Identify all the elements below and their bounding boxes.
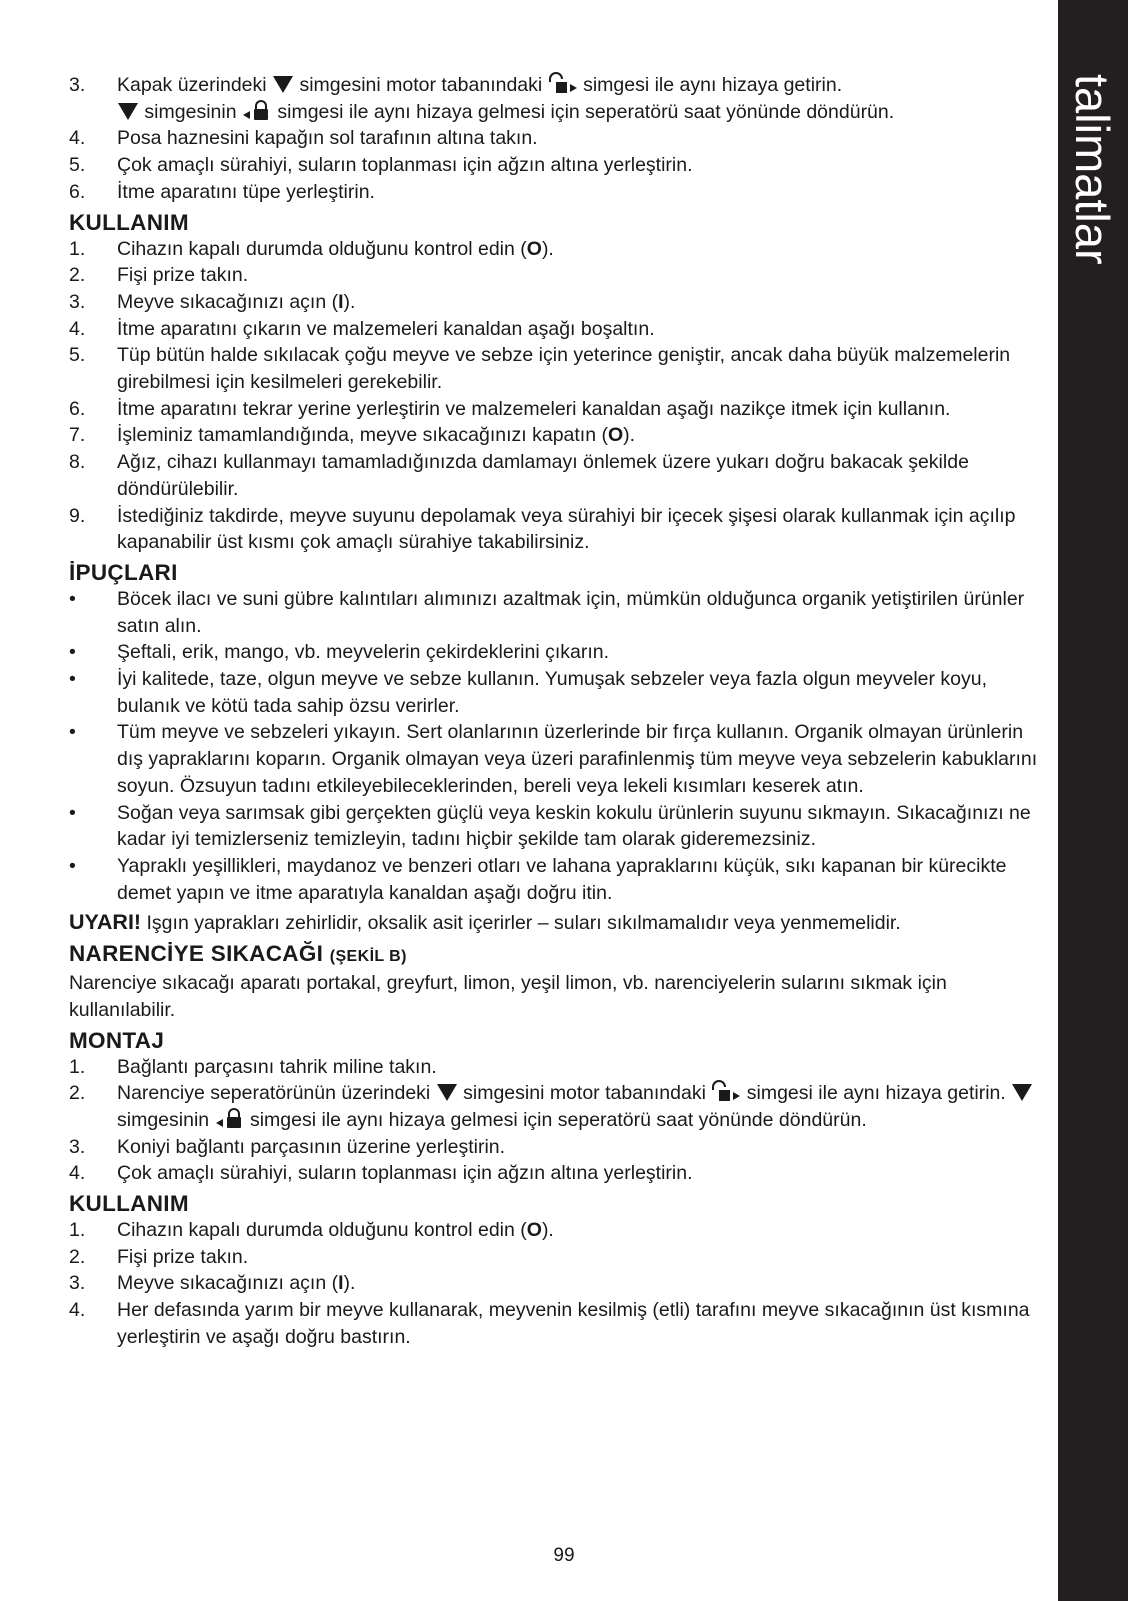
bullet-item: • Böcek ilacı ve suni gübre kalıntıları alımınızı azaltmak için, mümkün olduğunca organik yetiştirilen ürünler satın alın. [69,587,1025,637]
section-heading-citrus: NARENCİYE SIKACAĞI (ŞEKİL B) [69,941,407,967]
bullet-item: • Tüm meyve ve sebzeleri yıkayın. Sert olanlarının üzerlerinde bir fırça kullanın. Organik olmayan ürünlerin dış yapraklarını koparın. Organik olmayan veya üzeri parafinlenmiş tüm meyve veya sebzelerin kabuklarını soyun. Özsuyun tadını etkileyebileceklerinden, bereli veya lekeli kısımları keserek atın. [69,721,1038,797]
section-heading-usage: KULLANIM [69,1191,189,1217]
down-triangle-icon [1011,1082,1033,1102]
bullet-item: • Şeftali, erik, mango, vb. meyvelerin çekirdeklerini çıkarın. [69,641,610,664]
list-item: 4. Posa haznesini kapağın sol tarafının altına takın. [69,127,538,150]
locked-padlock-icon [215,1107,245,1129]
list-item: 1. Cihazın kapalı durumda olduğunu kontrol edin (O). [69,1219,554,1242]
list-item: 1. Bağlantı parçasını tahrik miline takın. [69,1055,437,1078]
unlocked-padlock-icon [711,1080,741,1102]
list-item: 3. Meyve sıkacağınızı açın (I). [69,1272,356,1295]
side-tab [1058,0,1128,1601]
list-item: 9. İstediğiniz takdirde, meyve suyunu depolamak veya sürahiyi bir içecek şişesi olarak kullanmak için açılıp kapanabilir üst kısmı çok amaçlı sürahiye takabilirsiniz. [69,504,1016,554]
warning-paragraph: UYARI! Işgın yaprakları zehirlidir, oksalik asit içerirler – suları sıkılmamalıdır veya yenmemelidir. [69,910,901,935]
list-item: 4. Her defasında yarım bir meyve kullanarak, meyvenin kesilmiş (etli) tarafını meyve sıkacağının üst kısmına yerleştirin ve aşağı doğru bastırın. [69,1299,1030,1348]
list-item: 5. Çok amaçlı sürahiyi, suların toplanması için ağzın altına yerleştirin. [69,154,693,177]
list-item: 2. Fişi prize takın. [69,1245,249,1268]
down-triangle-icon [117,101,139,121]
unlocked-padlock-icon [548,72,578,94]
citrus-description: Narenciye sıkacağı aparatı portakal, greyfurt, limon, yeşil limon, vb. narenciyelerin sularını sıkmak için kullanılabilir. [69,972,947,1021]
down-triangle-icon [436,1082,458,1102]
list-item: 2. Narenciye seperatörünün üzerindeki simgesini motor tabanındaki simgesi ile aynı hizaya getirin. simgesinin simgesi ile aynı hizaya gelmesi için seperatörü saat yönünde döndürün. [69,1080,1039,1133]
section-heading-assembly: MONTAJ [69,1027,165,1053]
list-item: 6. İtme aparatını tüpe yerleştirin. [69,180,375,203]
list-item: 8. Ağız, cihazı kullanmayı tamamladığınızda damlamayı önlemek üzere yukarı doğru bakacak şekilde döndürülebilir. [69,451,969,500]
bullet-item: • Soğan veya sarımsak gibi gerçekten güçlü veya keskin kokulu ürünlerin suyunu sıkmayın. Sıkacağınızı ne kadar iyi temizlerseniz temizleyin, tadını hiçbir şekilde tam olarak gideremezsiniz. [69,801,1031,851]
section-heading-usage: KULLANIM [69,209,189,235]
page-number: 99 [553,1545,575,1566]
list-item: 1. Cihazın kapalı durumda olduğunu kontrol edin (O). [69,237,554,260]
list-item: 2. Fişi prize takın. [69,264,249,287]
side-tab-label: talimatlar [1066,74,1119,265]
list-item: 7. İşleminiz tamamlandığında, meyve sıkacağınızı kapatın (O). [69,424,636,447]
list-item: 3. Kapak üzerindeki simgesini motor tabanındaki simgesi ile aynı hizaya getirin. simgesinin simgesi ile aynı hizaya gelmesi için seperatörü saat yönünde döndürün. [69,74,895,123]
locked-padlock-icon [242,99,272,121]
bullet-item: • Yapraklı yeşillikleri, maydanoz ve benzeri otları ve lahana yapraklarını küçük, sıkı kapanan bir kürecikte demet yapın ve itme aparatıyla kanaldan aşağı doğru itin. [69,854,1007,904]
list-item: 5. Tüp bütün halde sıkılacak çoğu meyve ve sebze için yeterince geniştir, ancak daha büyük malzemelerin girebilmesi için kesilmeleri gerekebilir. [69,344,1011,394]
list-item: 4. Çok amaçlı sürahiyi, suların toplanması için ağzın altına yerleştirin. [69,1162,693,1185]
list-item: 6. İtme aparatını tekrar yerine yerleştirin ve malzemeleri kanaldan aşağı nazikçe itmek için kullanın. [69,397,951,420]
bullet-item: • İyi kalitede, taze, olgun meyve ve sebze kullanın. Yumuşak sebzeler veya fazla olgun meyveler koyu, bulanık ve kötü tada sahip özsu verirler. [69,668,988,717]
warning-label: UYARI! [69,910,142,935]
list-item: 3. Koniyi bağlantı parçasının üzerine yerleştirin. [69,1135,506,1158]
down-triangle-icon [272,74,294,94]
list-item: 3. Meyve sıkacağınızı açın (I). [69,290,356,313]
section-heading-tips: İPUÇLARI [69,559,178,585]
list-item: 4. İtme aparatını çıkarın ve malzemeleri kanaldan aşağı boşaltın. [69,317,655,340]
document-body [69,72,1039,1351]
